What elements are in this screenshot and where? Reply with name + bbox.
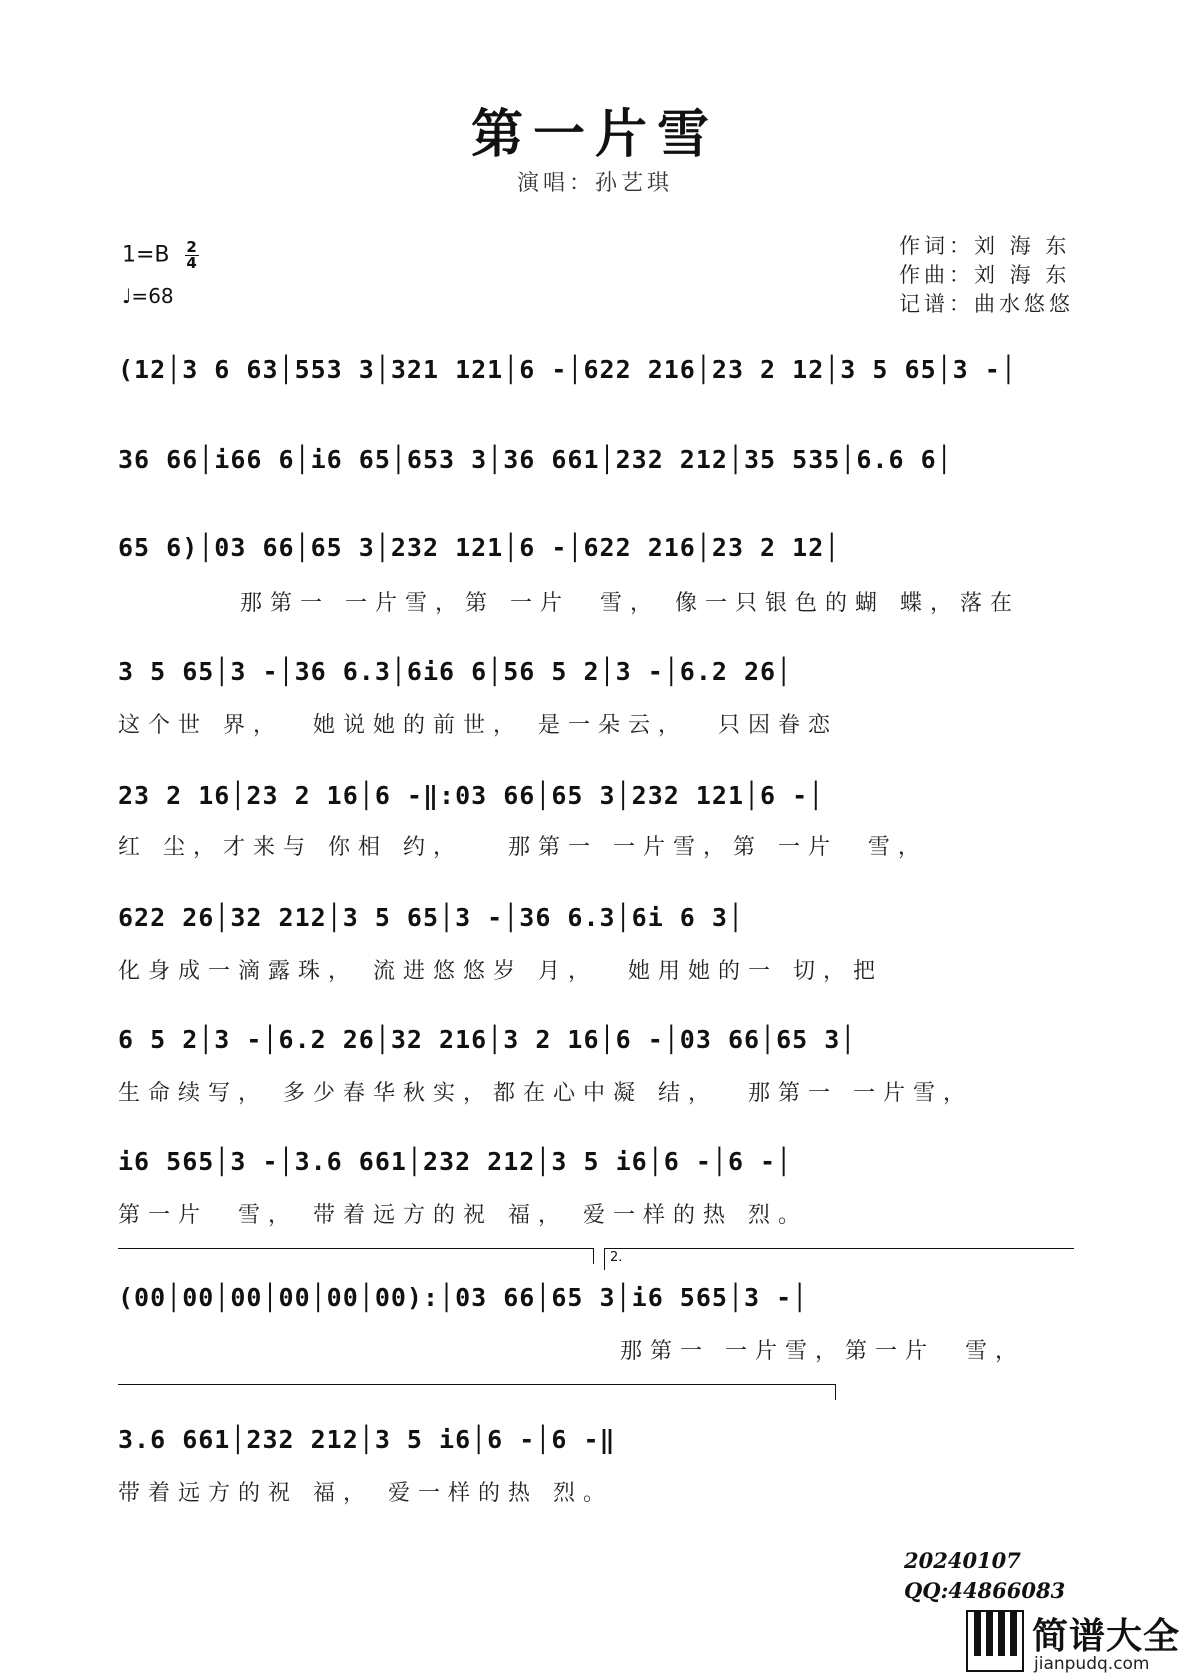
second-ending-bracket: [604, 1248, 1074, 1249]
notation-row-notes: (12│3 6 63│553 3│321 121│6 -│622 216│23 2 12│3 5 65│3 -│: [118, 355, 1017, 384]
lyric-line-6: 化身成一滴露珠， 流进悠悠岁 月， 她用她的一 切，把: [118, 959, 883, 984]
coda-bracket: [118, 1384, 836, 1385]
lyricist-credit: 作词：刘 海 东: [899, 234, 1071, 258]
key-signature: [122, 240, 199, 271]
notation-row-2: [118, 438, 1074, 482]
lyric-line-9: 那第一 一片雪，第一片 雪，: [620, 1339, 1025, 1364]
notation-row-8: [118, 1140, 1074, 1184]
credits-block: [899, 232, 1074, 319]
notation-row-notes: 65 6)│03 66│65 3│232 121│6 -│622 216│23 2 12│: [118, 533, 841, 562]
page-title: 第一片雪: [470, 104, 719, 165]
notation-row-10: [118, 1418, 1074, 1462]
time-signature: [185, 240, 199, 271]
piano-black-key: [986, 1612, 993, 1656]
notation-row-4: [118, 650, 1074, 694]
logo-url: jianpudq.com: [1034, 1654, 1150, 1674]
notation-row-3: [118, 526, 1074, 570]
notation-row-9: [118, 1276, 1074, 1320]
singer-line: 演唱：孙艺琪: [516, 171, 673, 196]
lyric-line-7: 生命续写， 多少春华秋实，都在心中凝 结， 那第一 一片雪，: [118, 1081, 973, 1106]
notation-row-notes: 3.6 661│232 212│3 5 i6│6 -│6 -‖: [118, 1425, 616, 1454]
second-ending-bracket-start: [604, 1248, 605, 1270]
lyric-line-10: 带着远方的祝 福， 爱一样的热 烈。: [118, 1481, 613, 1506]
logo-name: 简谱大全: [1032, 1616, 1181, 1657]
piano-black-key: [1010, 1612, 1017, 1656]
notation-row-1: [118, 348, 1074, 392]
notation-row-notes: 6 5 2│3 -│6.2 26│32 216│3 2 16│6 -│03 66│65 3│: [118, 1025, 857, 1054]
transcriber-credit: 记谱：曲水悠悠: [899, 292, 1074, 316]
second-ending-label: 2.: [610, 1250, 623, 1265]
notation-row-notes: 622 26│32 212│3 5 65│3 -│36 6.3│6i 6 3│: [118, 903, 744, 932]
site-logo[interactable]: [960, 1608, 1186, 1678]
notation-row-6: [118, 896, 1074, 940]
composer-credit: 作曲：刘 海 东: [899, 263, 1071, 287]
lyric-line-5: 红 尘，才来与 你相 约， 那第一 一片雪，第 一片 雪，: [118, 835, 928, 860]
notation-row-notes: 3 5 65│3 -│36 6.3│6i6 6│56 5 2│3 -│6.2 26│: [118, 657, 793, 686]
first-ending-bracket-end: [593, 1248, 594, 1264]
date-stamp: 20240107: [904, 1548, 1021, 1573]
coda-bracket-end: [835, 1384, 836, 1400]
lyric-line-4: 这个世 界， 她说她的前世， 是一朵云， 只因眷恋: [118, 713, 838, 738]
notation-row-notes: i6 565│3 -│3.6 661│232 212│3 5 i6│6 -│6 -│: [118, 1147, 793, 1176]
qq-contact: QQ:44866083: [904, 1578, 1066, 1603]
piano-black-key: [974, 1612, 981, 1656]
first-ending-bracket: [118, 1248, 594, 1249]
time-signature-top: 2: [186, 238, 197, 256]
notation-row-notes: 36 66│i66 6│i6 65│653 3│36 661│232 212│35 535│6.6 6│: [118, 445, 953, 474]
lyric-line-3: 那第一 一片雪，第 一片 雪， 像一只银色的蝴 蝶，落在: [240, 591, 1020, 616]
time-signature-bottom: 4: [186, 254, 197, 272]
notation-row-notes: (00│00│00│00│00│00):│03 66│65 3│i6 565│3 -│: [118, 1283, 809, 1312]
notation-row-notes: 23 2 16│23 2 16│6 -‖:03 66│65 3│232 121│6 -│: [118, 781, 825, 810]
lyric-line-8: 第一片 雪， 带着远方的祝 福， 爱一样的热 烈。: [118, 1203, 808, 1228]
notation-row-5: [118, 774, 1074, 818]
piano-black-key: [998, 1612, 1005, 1656]
piano-keys-icon: [966, 1610, 1024, 1672]
tempo-marking: ♩=68: [122, 284, 174, 308]
key-label: 1=B: [122, 242, 170, 268]
notation-row-7: [118, 1018, 1074, 1062]
